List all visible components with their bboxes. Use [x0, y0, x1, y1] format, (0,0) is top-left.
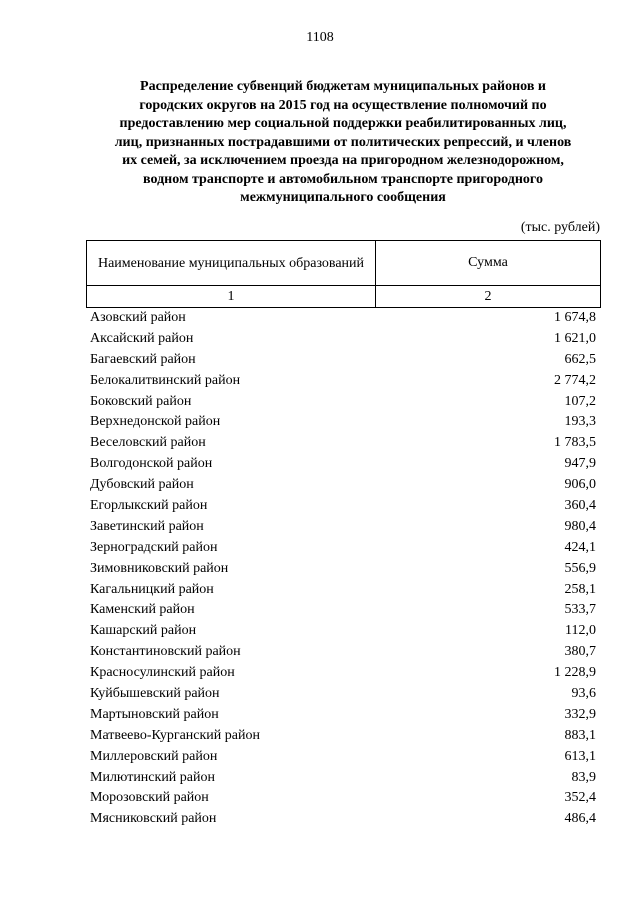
column-header-name: Наименование муниципальных образований — [87, 241, 376, 286]
table-row — [90, 726, 596, 747]
title-line: межмуниципального сообщения — [240, 190, 446, 205]
municipality-name: Волгодонской район — [90, 456, 213, 472]
subvention-amount: 1 621,0 — [554, 330, 596, 346]
municipality-name: Мартыновский район — [90, 706, 219, 722]
subvention-amount: 906,0 — [564, 477, 596, 493]
municipality-name: Верхнедонской район — [90, 414, 221, 430]
municipality-name: Кагальницкий район — [90, 581, 214, 597]
table-row — [90, 747, 596, 768]
table-row — [90, 705, 596, 726]
municipality-name: Боковский район — [90, 393, 192, 409]
municipality-name: Константиновский район — [90, 644, 241, 660]
subvention-amount: 1 228,9 — [554, 665, 596, 681]
municipality-name: Миллеровский район — [90, 748, 218, 764]
title-line: лиц, признанных пострадавшими от политических репрессий, и членов — [114, 134, 572, 150]
units-note: (тыс. рублей) — [520, 220, 600, 235]
subvention-amount: 556,9 — [564, 560, 596, 576]
table-row — [90, 454, 596, 475]
table-row — [90, 684, 596, 705]
subvention-amount: 360,4 — [564, 498, 596, 514]
title-line: Распределение субвенций бюджетам муниципальных районов и — [140, 79, 546, 94]
municipality-name: Красносулинский район — [90, 665, 235, 681]
table-row — [90, 496, 596, 517]
municipality-name: Багаевский район — [90, 351, 196, 367]
table-row — [90, 371, 596, 392]
municipality-name: Заветинский район — [90, 518, 204, 534]
subvention-amount: 424,1 — [564, 539, 596, 555]
title-line: предоставлению мер социальной поддержки реабилитированных лиц, — [119, 116, 567, 131]
table-row — [90, 392, 596, 413]
title-line: городских округов на 2015 год на осуществление полномочий по — [139, 97, 547, 113]
subvention-amount: 93,6 — [571, 686, 596, 702]
table-row — [90, 329, 596, 350]
column-number-2: 2 — [376, 286, 601, 308]
municipality-name: Дубовский район — [90, 477, 194, 493]
table-row — [90, 580, 596, 601]
table-row — [90, 788, 596, 809]
title-line: водном транспорте и автомобильном транспорте пригородного — [143, 171, 543, 187]
table-row — [90, 809, 596, 830]
municipality-name: Егорлыкский район — [90, 498, 208, 514]
subvention-amount: 1 674,8 — [554, 310, 596, 325]
table-row — [90, 433, 596, 454]
subvention-amount: 613,1 — [564, 748, 596, 764]
column-header-sum: Сумма — [376, 241, 601, 286]
subvention-amount: 380,7 — [564, 644, 596, 660]
subvention-amount: 662,5 — [564, 351, 596, 367]
municipality-name: Зерноградский район — [90, 539, 218, 555]
subvention-amount: 332,9 — [564, 706, 596, 722]
title-line: их семей, за исключением проезда на пригородном железнодорожном, — [122, 153, 564, 168]
subvention-amount: 2 774,2 — [554, 372, 596, 388]
subvention-amount: 258,1 — [564, 581, 596, 597]
table-row — [90, 559, 596, 580]
table-row — [90, 642, 596, 663]
subvention-amount: 486,4 — [564, 811, 596, 827]
table-row — [90, 600, 596, 621]
subvention-amount: 112,0 — [565, 623, 596, 639]
municipality-name: Зимовниковский район — [90, 560, 229, 576]
municipality-name: Кашарский район — [90, 623, 197, 639]
municipality-name: Азовский район — [90, 310, 186, 325]
municipality-name: Морозовский район — [90, 790, 209, 806]
municipality-name: Матвеево-Курганский район — [90, 727, 260, 743]
municipality-name: Аксайский район — [90, 330, 194, 346]
municipality-name: Белокалитвинский район — [90, 372, 241, 388]
subvention-amount: 352,4 — [564, 790, 596, 806]
subvention-amount: 83,9 — [571, 769, 596, 785]
subvention-amount: 883,1 — [564, 727, 596, 743]
subvention-amount: 980,4 — [564, 518, 596, 534]
column-number-1: 1 — [87, 286, 376, 308]
municipality-name: Веселовский район — [90, 435, 206, 451]
municipality-name: Мясниковский район — [90, 811, 217, 827]
municipality-name: Милютинский район — [90, 769, 216, 785]
table-row — [90, 350, 596, 371]
subvention-amount: 947,9 — [564, 456, 596, 472]
table-row — [90, 517, 596, 538]
table-row — [90, 538, 596, 559]
table-header — [86, 240, 601, 308]
subvention-amount: 193,3 — [564, 414, 596, 430]
table-row — [90, 412, 596, 433]
table-row — [90, 768, 596, 789]
table-row — [90, 308, 596, 329]
page-number: 1108 — [306, 30, 334, 45]
subvention-amount: 533,7 — [564, 602, 596, 618]
subvention-amount: 1 783,5 — [554, 435, 596, 451]
table-row — [90, 663, 596, 684]
document-title — [100, 78, 586, 208]
table-body — [90, 308, 596, 830]
municipality-name: Каменский район — [90, 602, 195, 618]
table-row — [90, 621, 596, 642]
subvention-amount: 107,2 — [564, 393, 596, 409]
municipality-name: Куйбышевский район — [90, 686, 220, 702]
table-row — [90, 475, 596, 496]
